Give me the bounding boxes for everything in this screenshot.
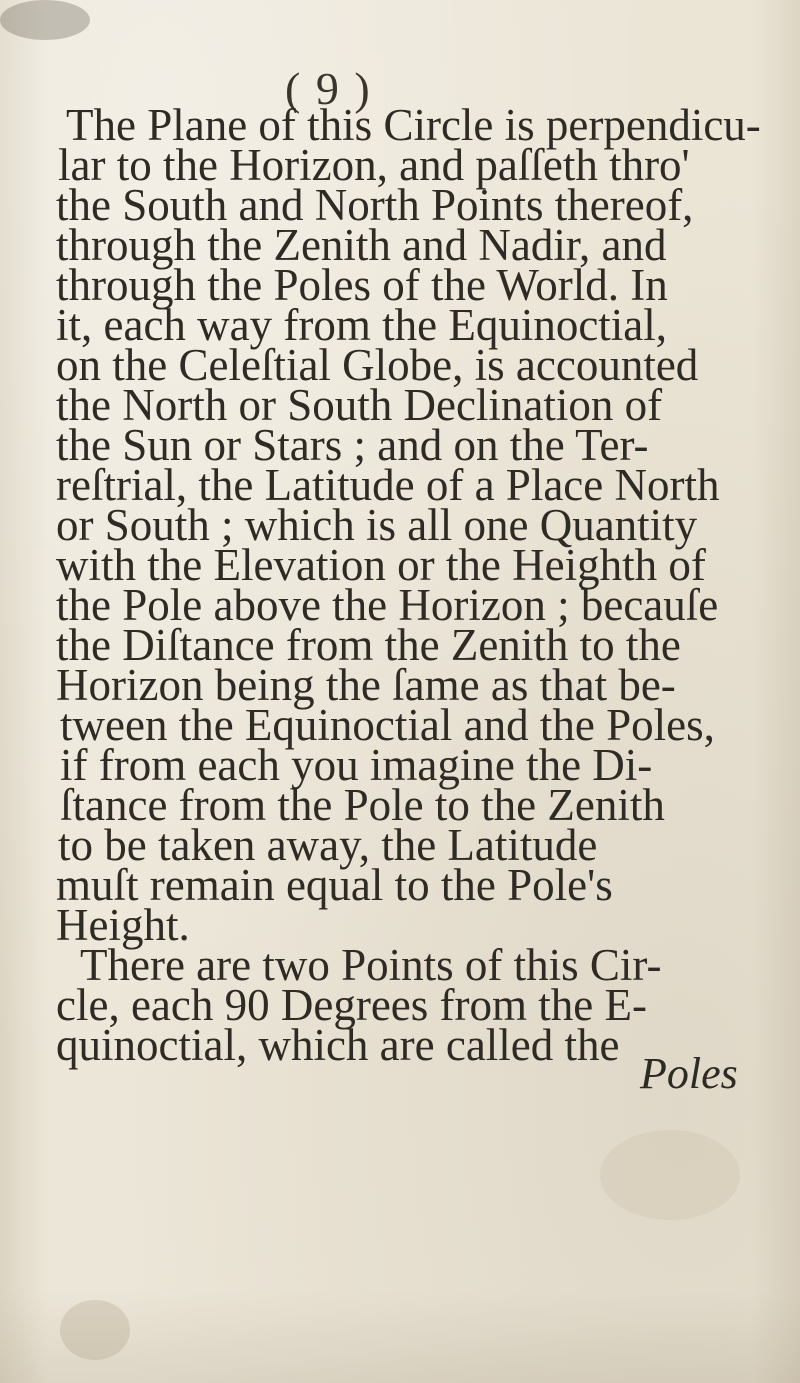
text-line: cle, each 90 Degrees from the E- xyxy=(56,980,647,1030)
text-line: quinoctial, which are called the xyxy=(56,1020,620,1070)
page-edge-shading xyxy=(0,1290,800,1383)
text-line: the South and North Points thereof, xyxy=(56,180,694,230)
text-line: the North or South Declination of xyxy=(56,380,663,430)
text-line: tween the Equinoctial and the Poles, xyxy=(60,700,715,750)
text-line: The Plane of this Circle is perpendicu- xyxy=(66,100,761,150)
text-line: Height. xyxy=(56,900,190,950)
text-line: the Pole above the Horizon ; becauſe xyxy=(56,580,719,630)
text-line: or South ; which is all one Quantity xyxy=(56,500,698,550)
text-line: Horizon being the ſame as that be- xyxy=(56,660,676,710)
text-line: the Sun or Stars ; and on the Ter- xyxy=(56,420,649,470)
text-line: if from each you imagine the Di- xyxy=(60,740,653,790)
text-line: through the Zenith and Nadir, and xyxy=(56,220,667,270)
paper-stain xyxy=(0,0,90,40)
text-line: There are two Points of this Cir- xyxy=(80,940,662,990)
text-line: with the Elevation or the Heighth of xyxy=(56,540,706,590)
text-line: the Diſtance from the Zenith to the xyxy=(56,620,681,670)
text-line: through the Poles of the World. In xyxy=(56,260,668,310)
text-line: reſtrial, the Latitude of a Place North xyxy=(56,460,720,510)
text-line: muſt remain equal to the Pole's xyxy=(56,860,613,910)
paper-stain xyxy=(600,1130,740,1220)
page-number: ( 9 ) xyxy=(285,63,372,114)
text-line: to be taken away, the Latitude xyxy=(58,820,598,870)
text-line: it, each way from the Equinoctial, xyxy=(56,300,668,350)
text-line: on the Celeſtial Globe, is accounted xyxy=(56,340,699,390)
catchword: Poles xyxy=(640,1049,738,1098)
text-line: ſtance from the Pole to the Zenith xyxy=(60,780,665,830)
text-line: lar to the Horizon, and paſſeth thro' xyxy=(58,140,690,190)
